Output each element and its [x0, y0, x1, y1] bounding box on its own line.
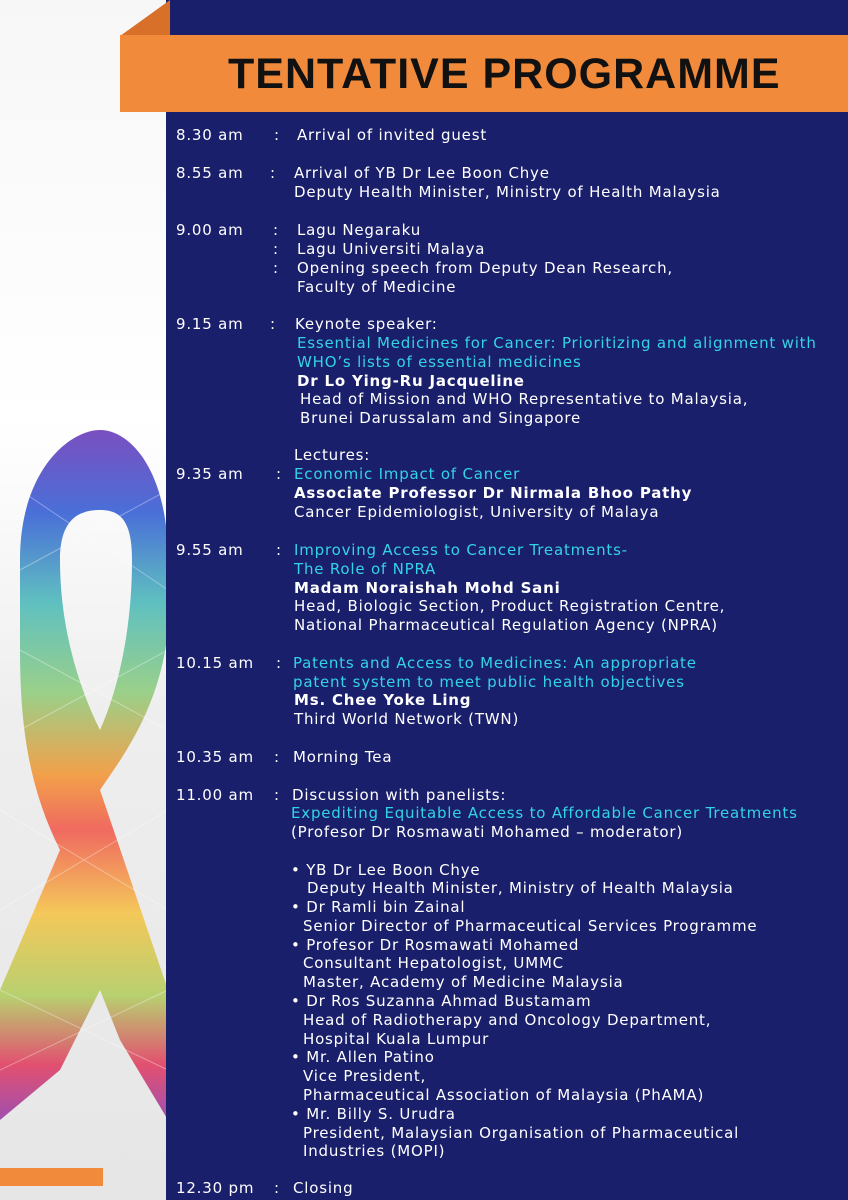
speaker-role: Third World Network (TWN) — [294, 710, 520, 728]
panelist-role: Deputy Health Minister, Ministry of Health Malaysia — [307, 879, 734, 897]
item-text: Opening speech from Deputy Dean Research, — [297, 259, 673, 277]
title-fold-decoration — [120, 0, 170, 36]
separator: : — [273, 259, 279, 277]
speaker-role: Brunei Darussalam and Singapore — [300, 409, 582, 427]
separator: : — [276, 465, 282, 483]
separator: : — [274, 748, 280, 766]
panelist-role: Master, Academy of Medicine Malaysia — [303, 973, 624, 991]
talk-title: Economic Impact of Cancer — [294, 465, 521, 483]
panelist-name: • YB Dr Lee Boon Chye — [291, 861, 481, 879]
time-1100: 11.00 am — [176, 786, 254, 804]
separator: : — [270, 315, 276, 333]
talk-title: patent system to meet public health objectives — [293, 673, 685, 691]
speaker-role: Head of Mission and WHO Representative to Malaysia, — [300, 390, 749, 408]
talk-title: WHO’s lists of essential medicines — [297, 353, 582, 371]
panelist-role: Industries (MOPI) — [303, 1142, 446, 1160]
time-0955: 9.55 am — [176, 541, 244, 559]
speaker-name: Associate Professor Dr Nirmala Bhoo Pathy — [294, 484, 693, 502]
item-text: Arrival of invited guest — [297, 126, 488, 144]
separator: : — [274, 786, 280, 804]
panelist-role: President, Malaysian Organisation of Pharmaceutical — [303, 1124, 740, 1142]
panelist-name: • Dr Ros Suzanna Ahmad Bustamam — [291, 992, 592, 1010]
panelist-role: Senior Director of Pharmaceutical Services Programme — [303, 917, 758, 935]
item-text: Morning Tea — [293, 748, 393, 766]
time-0915: 9.15 am — [176, 315, 244, 333]
separator: : — [276, 654, 282, 672]
panelist-name: • Dr Ramli bin Zainal — [291, 898, 466, 916]
time-0830: 8.30 am — [176, 126, 244, 144]
panelist-name: • Profesor Dr Rosmawati Mohamed — [291, 936, 580, 954]
footer-accent-bar — [0, 1168, 103, 1186]
time-0855: 8.55 am — [176, 164, 244, 182]
panelist-name: • Mr. Billy S. Urudra — [291, 1105, 456, 1123]
item-text: Lagu Negaraku — [297, 221, 421, 239]
separator: : — [274, 126, 280, 144]
talk-title: The Role of NPRA — [294, 560, 437, 578]
moderator-note: (Profesor Dr Rosmawati Mohamed – moderator) — [291, 823, 683, 841]
talk-title: Improving Access to Cancer Treatments- — [294, 541, 628, 559]
time-0900: 9.00 am — [176, 221, 244, 239]
section-label: Lectures: — [294, 446, 371, 464]
talk-title: Expediting Equitable Access to Affordable Cancer Treatments — [291, 804, 798, 822]
item-text: Faculty of Medicine — [297, 278, 457, 296]
item-text: Arrival of YB Dr Lee Boon Chye — [294, 164, 550, 182]
time-1035: 10.35 am — [176, 748, 254, 766]
item-text: Closing — [293, 1179, 354, 1197]
separator: : — [270, 164, 276, 182]
talk-title: Patents and Access to Medicines: An appropriate — [293, 654, 697, 672]
separator: : — [273, 240, 279, 258]
panelist-role: Consultant Hepatologist, UMMC — [303, 954, 564, 972]
speaker-name: Dr Lo Ying-Ru Jacqueline — [297, 372, 525, 390]
speaker-role: Cancer Epidemiologist, University of Malaya — [294, 503, 660, 521]
item-label: Keynote speaker: — [295, 315, 438, 333]
panelist-role: Vice President, — [303, 1067, 427, 1085]
panelist-role: Hospital Kuala Lumpur — [303, 1030, 490, 1048]
panelist-role: Pharmaceutical Association of Malaysia (PhAMA) — [303, 1086, 705, 1104]
speaker-role: Head, Biologic Section, Product Registration Centre, — [294, 597, 726, 615]
panelist-name: • Mr. Allen Patino — [291, 1048, 435, 1066]
awareness-ribbon-icon — [0, 430, 170, 1130]
time-0935: 9.35 am — [176, 465, 244, 483]
item-role: Deputy Health Minister, Ministry of Health Malaysia — [294, 183, 721, 201]
separator: : — [274, 1179, 280, 1197]
speaker-name: Ms. Chee Yoke Ling — [294, 691, 472, 709]
item-label: Discussion with panelists: — [292, 786, 507, 804]
time-1230: 12.30 pm — [176, 1179, 255, 1197]
page-title: TENTATIVE PROGRAMME — [228, 50, 781, 98]
panelist-role: Head of Radiotherapy and Oncology Department, — [303, 1011, 712, 1029]
speaker-name: Madam Noraishah Mohd Sani — [294, 579, 561, 597]
item-text: Lagu Universiti Malaya — [297, 240, 486, 258]
speaker-role: National Pharmaceutical Regulation Agency (NPRA) — [294, 616, 718, 634]
talk-title: Essential Medicines for Cancer: Prioritizing and alignment with — [297, 334, 817, 352]
separator: : — [276, 541, 282, 559]
time-1015: 10.15 am — [176, 654, 254, 672]
separator: : — [273, 221, 279, 239]
